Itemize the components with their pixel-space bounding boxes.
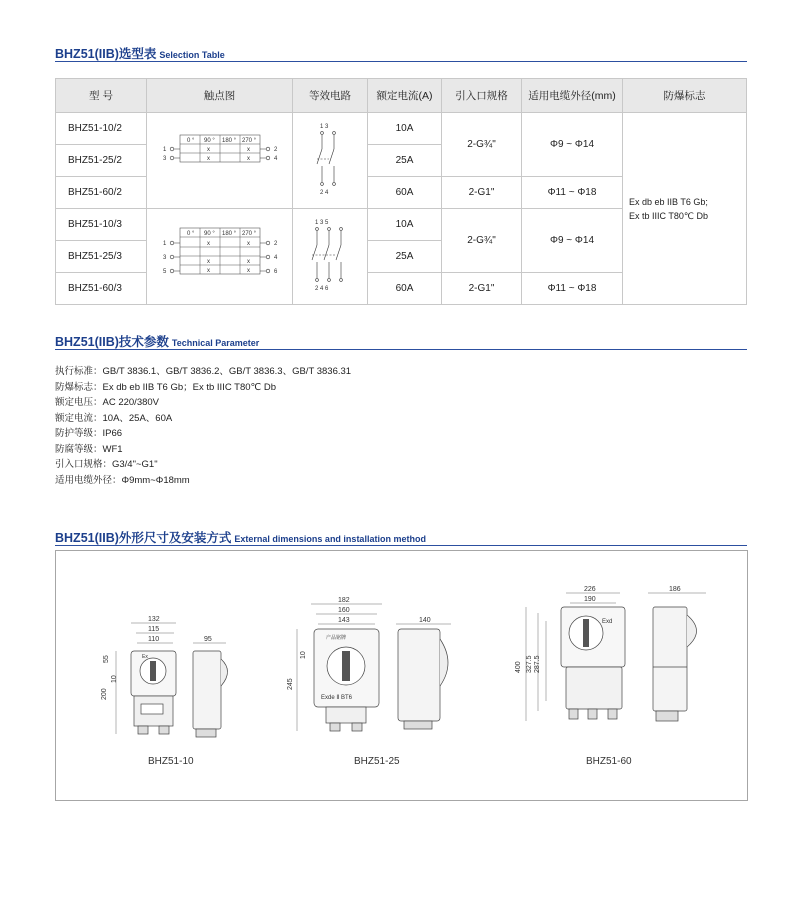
dim-10: 10 xyxy=(111,675,118,683)
param-line: 额定电压：AC 220/380V xyxy=(55,397,160,408)
dimensions-title xyxy=(55,528,426,546)
cable-cell: Φ9 ~ Φ14 xyxy=(522,209,623,273)
model-cell: BHZ51-10/2 xyxy=(56,113,147,145)
selection-title-cn: BHZ51(IIB)选型表 xyxy=(55,47,157,61)
technical-title xyxy=(55,332,259,350)
dim-190: 190 xyxy=(584,596,596,603)
ex-mark-25: Exde Ⅱ BT6 xyxy=(321,695,352,701)
current-cell: 60A xyxy=(368,273,442,305)
dimensions-box xyxy=(55,550,748,801)
nameplate-label: 产品铭牌 xyxy=(326,635,347,641)
ex-mark-cell xyxy=(623,113,747,305)
model-cell: BHZ51-10/3 xyxy=(56,209,147,241)
col-ex: 防爆标志 xyxy=(623,79,747,113)
angle-0: 0 ° xyxy=(186,231,194,237)
x-mark: x xyxy=(206,156,210,162)
terminal-label: 4 xyxy=(273,156,277,162)
circuit-bottom-labels: 2 4 6 xyxy=(315,286,329,292)
model-cell: BHZ51-25/2 xyxy=(56,145,147,177)
dim-143: 143 xyxy=(338,617,350,624)
ex-label: Ex xyxy=(142,654,148,660)
current-cell: 25A xyxy=(368,145,442,177)
dim-400: 400 xyxy=(515,661,522,673)
circuit-top-labels: 1 3 xyxy=(320,124,329,130)
current-cell: 10A xyxy=(368,113,442,145)
col-cable: 适用电缆外径(mm) xyxy=(522,79,623,113)
param-line: 引入口规格：G3/4"~G1" xyxy=(55,459,158,470)
ex-mark-line: Ex tb IIIC T80℃ Db xyxy=(629,210,708,221)
angle-270: 270 ° xyxy=(241,231,256,237)
model-cell: BHZ51-25/3 xyxy=(56,241,147,273)
dim-245: 245 xyxy=(287,678,294,690)
dim-140: 140 xyxy=(419,617,431,624)
dim-160: 160 xyxy=(338,607,350,614)
dim-55: 55 xyxy=(103,655,110,663)
dimensions-title-en: External dimensions and installation method xyxy=(234,534,426,544)
bhz51-10-side xyxy=(193,636,228,737)
entry-cell: 2-G¾" xyxy=(442,209,522,273)
terminal-label: 3 xyxy=(162,255,166,261)
col-current: 额定电流(A) xyxy=(368,79,442,113)
col-contact: 触点图 xyxy=(147,79,293,113)
circuit-top-labels: 1 3 5 xyxy=(315,220,329,226)
dim-110: 110 xyxy=(148,636,160,643)
bhz51-60-front xyxy=(515,586,625,721)
param-line: 额定电流：10A、25A、60A xyxy=(55,412,173,424)
angle-180: 180 ° xyxy=(221,138,236,144)
current-cell: 25A xyxy=(368,241,442,273)
current-cell: 60A xyxy=(368,177,442,209)
terminal-label: 6 xyxy=(273,269,277,275)
angle-0: 0 ° xyxy=(186,138,194,144)
param-line: 防腐等级：WF1 xyxy=(55,443,123,455)
x-mark: x xyxy=(206,147,210,153)
selection-title xyxy=(55,44,225,62)
terminal-label: 1 xyxy=(162,241,166,247)
terminal-label: 5 xyxy=(162,269,166,275)
technical-title-en: Technical Parameter xyxy=(171,338,260,348)
caption-bhz51-25: BHZ51-25 xyxy=(354,756,400,767)
dim-182: 182 xyxy=(338,597,350,604)
cable-cell: Φ11 ~ Φ18 xyxy=(522,177,623,209)
bhz51-25-front xyxy=(287,597,382,731)
selection-title-en: Selection Table xyxy=(159,50,225,60)
entry-cell: 2-G1" xyxy=(442,177,522,209)
current-cell: 10A xyxy=(368,209,442,241)
circuit-bottom-labels: 2 4 xyxy=(320,190,329,196)
cable-cell: Φ11 ~ Φ18 xyxy=(522,273,623,305)
technical-rule xyxy=(55,349,747,350)
exd-label: Exd xyxy=(602,619,613,625)
param-line: 防爆标志：Ex db eb IIB T6 Gb；Ex tb IIIC T80℃ Db xyxy=(55,381,276,393)
angle-180: 180 ° xyxy=(221,231,236,237)
bhz51-60-side xyxy=(648,586,706,721)
terminal-label: 1 xyxy=(162,147,166,153)
table-row xyxy=(56,113,747,145)
dim-200: 200 xyxy=(101,688,108,700)
contact-diagram-2 xyxy=(147,113,293,209)
x-mark: x xyxy=(246,268,250,274)
bhz51-25-side xyxy=(396,617,451,729)
selection-rule xyxy=(55,61,747,62)
caption-bhz51-10: BHZ51-10 xyxy=(148,756,194,767)
entry-cell: 2-G¾" xyxy=(442,113,522,177)
contact-diagram-3 xyxy=(147,209,293,305)
terminal-label: 3 xyxy=(162,156,166,162)
dimension-drawings xyxy=(56,551,747,800)
dim-287: 287.5 xyxy=(534,655,541,673)
dim-327: 327.5 xyxy=(526,655,533,673)
table-header-row xyxy=(56,79,747,113)
col-entry: 引入口规格 xyxy=(442,79,522,113)
param-line: 执行标准：GB/T 3836.1、GB/T 3836.2、GB/T 3836.3、GB/T 3836.31 xyxy=(55,366,352,377)
terminal-label: 2 xyxy=(273,241,277,247)
angle-90: 90 ° xyxy=(203,231,215,237)
terminal-label: 4 xyxy=(273,255,277,261)
technical-title-cn: BHZ51(IIB)技术参数 xyxy=(55,335,169,349)
circuit-diagram-3 xyxy=(293,209,368,305)
dim-226: 226 xyxy=(584,586,596,593)
param-line: 防护等级：IP66 xyxy=(55,428,123,439)
bhz51-10-front xyxy=(101,616,176,734)
caption-bhz51-60: BHZ51-60 xyxy=(586,756,632,767)
col-model: 型 号 xyxy=(56,79,147,113)
circuit-diagram-2 xyxy=(293,113,368,209)
cable-cell: Φ9 ~ Φ14 xyxy=(522,113,623,177)
x-mark: x xyxy=(206,268,210,274)
contact-diagram-3-svg xyxy=(150,210,290,300)
model-cell: BHZ51-60/3 xyxy=(56,273,147,305)
contact-diagram-2-svg xyxy=(150,114,290,204)
dim-10-25: 10 xyxy=(300,651,307,659)
circuit-diagram-3-svg xyxy=(300,210,360,300)
dim-132: 132 xyxy=(148,616,160,623)
entry-cell: 2-G1" xyxy=(442,273,522,305)
model-cell: BHZ51-60/2 xyxy=(56,177,147,209)
dim-186: 186 xyxy=(669,586,681,593)
param-line: 适用电缆外径：Φ9mm~Φ18mm xyxy=(55,474,190,486)
dimensions-rule xyxy=(55,545,747,546)
x-mark: x xyxy=(246,241,250,247)
dimensions-title-cn: BHZ51(IIB)外形尺寸及安装方式 xyxy=(55,531,232,545)
dim-95: 95 xyxy=(204,636,212,643)
technical-parameter-list xyxy=(55,364,351,488)
x-mark: x xyxy=(246,156,250,162)
circuit-diagram-2-svg xyxy=(300,114,360,204)
x-mark: x xyxy=(246,259,250,265)
selection-table xyxy=(55,78,747,305)
col-circuit: 等效电路 xyxy=(293,79,368,113)
x-mark: x xyxy=(206,241,210,247)
x-mark: x xyxy=(206,259,210,265)
angle-90: 90 ° xyxy=(203,138,215,144)
terminal-label: 2 xyxy=(273,147,277,153)
dim-115: 115 xyxy=(148,626,160,633)
angle-270: 270 ° xyxy=(241,138,256,144)
x-mark: x xyxy=(246,147,250,153)
ex-mark-line: Ex db eb IIB T6 Gb; xyxy=(629,196,708,207)
